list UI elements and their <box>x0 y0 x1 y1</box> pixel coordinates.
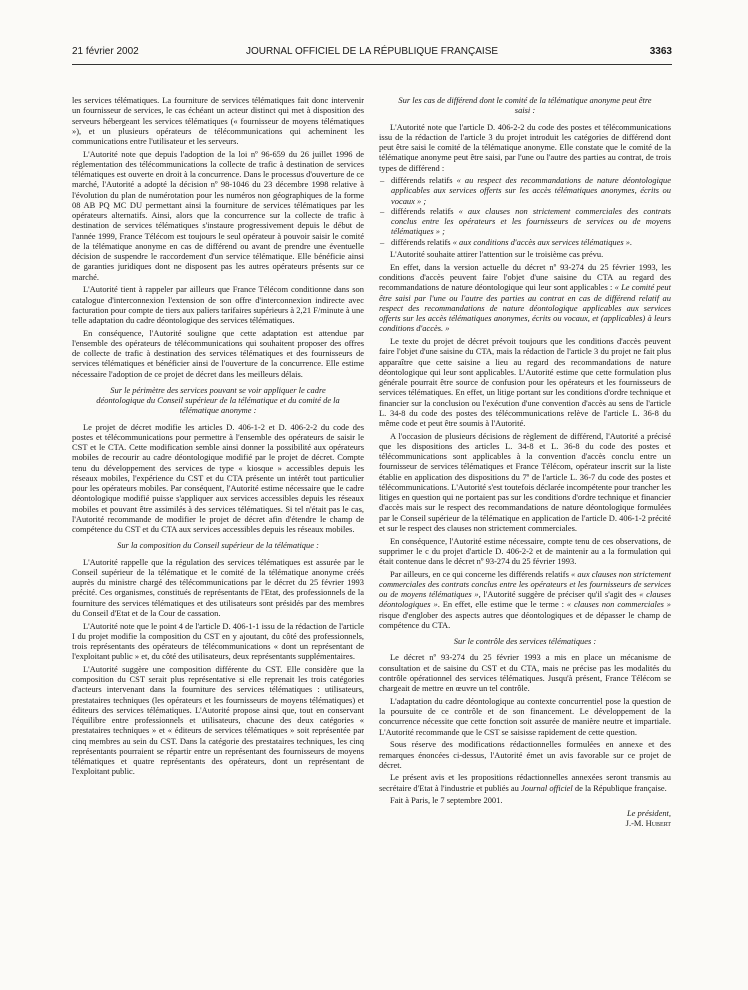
section-heading: Sur le périmètre des services pouvant se voir appliquer le cadre déontologique du Conseil supérieur de la télématique et du comité de la télématique anonyme : <box>96 384 340 416</box>
paragraph: L'Autorité tient à rappeler par ailleurs que France Télécom conditionne dans son catalogue d'interconnexion l'extension de son offre d'interconnexion indirecte avec facturation pour compte de tiers aux paliers tarifaires supérieurs à 2,21 F/minute à une telle adaptation du cadre déontologique des services télématiques. <box>72 284 364 326</box>
paragraph: L'Autorité souhaite attirer l'attention sur le troisième cas prévu. <box>390 249 604 260</box>
list-item: – différends relatifs « aux clauses non strictement commerciales des contrats conclus entre les opérateurs et les fournisseurs de services ou de moyens télématiques » ; <box>379 206 671 237</box>
paragraph: En conséquence, l'Autorité souligne que cette adaptation est attendue par l'ensemble des opérateurs de télécommunications qui souhaitent proposer des offres de collecte de trafic à destination des services télématiques et des fournisseurs de services télématiques et bénéficier ainsi de l'ouverture de la concurrence. Elle estime nécessaire l'adoption de ce projet de décret dans les meilleurs délais. <box>72 327 364 379</box>
paragraph: L'Autorité rappelle que la régulation des services télématiques est assurée par le Conseil supérieur de la télématique et le comité de la télématique anonyme créés auprès du ministre chargé des télécommunications par le décret du 25 février 1993 précité. Ces organismes, constitués de représentants de l'Etat, des professionnels de la fourniture des services télématiques et des utilisateurs sont présidés par des membres du Conseil d'Etat et de la Cour de cassation. <box>72 556 364 618</box>
header-rule <box>72 64 672 65</box>
page-header <box>72 46 672 60</box>
section-heading: Sur le contrôle des services télématiques : <box>453 636 597 647</box>
paragraph: L'Autorité note que depuis l'adoption de la loi nº 96-659 du 26 juillet 1996 de réglementation des télécommunications la collecte de trafic à destination de services télématiques est ouverte en droit à la concurrence. Dans le processus d'ouverture de ce marché, l'Autorité a adopté la décision nº 98-1046 du 23 décembre 1998 relative à l'évolution du plan de numérotation pour les numéros non géographiques de la forme 08 AB PQ MC DU permettant ainsi la fourniture de services télématiques par les opérateurs alternatifs. Ainsi, alors que la concurrence sur la collecte de trafic à destination de services télématiques s'instaure progressivement depuis le début de l'année 1999, France Télécom est toujours le seul opérateur à pouvoir saisir le comité de la télématique anonyme en cas de différend ou avant de prendre une éventuelle décision de suspendre le raccordement d'un service télématique. Elle bénéficie ainsi de garanties juridiques dont ne disposent pas les autres opérateurs présents sur ce marché. <box>72 148 364 282</box>
section-heading: Sur les cas de différend dont le comité de la télématique anonyme peut être saisi : <box>398 95 652 116</box>
list-item: – différends relatifs « au respect des recommandations de nature déontologique applicables aux services offerts sur les accès télématiques anonymes, écrits ou vocaux » ; <box>379 175 671 206</box>
paragraph: L'Autorité note que le point 4 de l'article D. 406-1-1 issu de la rédaction de l'article I du projet modifie la composition du CST en y ajoutant, du côté des professionnels, trois représentants des opérateurs de télécommunications « dont un représentant de l'exploitant public » et, du côté des utilisateurs, deux représentants supplémentaires. <box>72 620 364 662</box>
paragraph: Le texte du projet de décret prévoit toujours que les conditions d'accès peuvent faire l'objet d'une saisine du CTA, mais la rédaction de l'article 3 du projet ne fait plus apparaître que cette saisine a lieu au regard des recommandations de nature déontologique qui leur sont applicables. L'Autorité estime que cette formulation plus générale pourrait être source de confusion pour les opérateurs et les fournisseurs de services télématiques. En effet, un litige portant sur les conditions d'ordre technique et financier sur la conclusion ou l'exécution d'une convention d'accès au sens de l'article L. 34-8 du code des postes des télécommunications relève de l'article L. 36-8 du même code et peut être soumis à l'Autorité. <box>379 336 671 429</box>
signatory-role: Le président, <box>626 807 671 818</box>
paragraph: les services télématiques. La fourniture de services télématiques fait donc intervenir un fournisseur de services, le cas échéant un acteur distinct qui met à disposition des serveurs hébergeant les services télématiques (« fournisseur de moyens télématiques »), et un plusieurs opérateurs de télécommunications qui acheminent les communications entre l'utilisateur et les serveurs. <box>72 95 364 146</box>
paragraph: En conséquence, l'Autorité estime nécessaire, compte tenu de ces observations, de supprimer le c du projet d'article D. 406-2-2 et de maintenir au a la formulation qui était contenue dans le décret nº 93-274 du 25 février 1993. <box>379 535 671 567</box>
paragraph: L'Autorité note que l'article D. 406-2-2 du code des postes et télécommunications issu de la rédaction de l'article 3 du projet introduit les catégories de différend dont peut être saisi le comité de la télématique anonyme. Elle constate que le comité de la télématique anonyme peut être saisi, par l'une ou l'autre des parties au contrat, de trois types de différend : <box>379 121 671 173</box>
section-heading: Sur la composition du Conseil supérieur de la télématique : <box>117 540 319 551</box>
paragraph: Sous réserve des modifications rédactionnelles formulées en annexe et des remarques énoncées ci-dessus, l'Autorité émet un avis favorable sur ce projet de décret. <box>379 739 671 770</box>
signature-block <box>379 808 671 829</box>
dispute-type-list <box>379 175 671 247</box>
paragraph: En effet, dans la version actuelle du décret nº 93-274 du 25 février 1993, les conditions d'accès peuvent faire l'objet d'une saisine du CTA au regard des recommandations de nature déontologique qui leur sont applicables : « Le comité peut être saisi par l'une ou l'autre des parties au contrat en cas de différend relatif au respect des recommandations de nature déontologique applicables aux services offerts sur les accès télématiques anonymes, écrits ou vocaux, et (applicables) à leurs conditions d'accès. » <box>379 261 671 334</box>
paragraph: L'Autorité suggère une composition différente du CST. Elle considère que la composition du CST serait plus représentative si elle reprenait les trois catégories d'acteurs intervenant dans la fourniture des services télématiques : utilisateurs, prestataires techniques (les opérateurs et les fournisseurs de moyens télématiques) et éditeurs des services télématiques. L'Autorité propose ainsi que, tout en conservant l'équilibre entre professionnels et utilisateurs, chacune des deux catégories « prestataires techniques » et « éditeurs de services télématiques » soit représentée par cinq membres au sein du CST. Dans la catégorie des prestataires techniques, les cinq représentants pourraient se répartir entre un représentant des fournisseurs de moyens télématiques et quatre représentants des opérateurs, dont un représentant de l'exploitant public. <box>72 663 364 777</box>
list-item: – différends relatifs « aux conditions d'accès aux services télématiques ». <box>379 237 671 247</box>
paragraph: Le projet de décret modifie les articles D. 406-1-2 et D. 406-2-2 du code des postes et télécommunications pour permettre à l'ensemble des opérateurs de saisir le CST et le CTA. Cette modification semble ainsi donner la possibilité aux opérateurs mobiles de recourir au cadre déontologique modifié par le projet de décret. Compte tenu du développement des services de type « kiosque » accessibles depuis les réseaux mobiles, l'expérience du CST et du CTA présente un intérêt tout particulier pour les opérateurs mobiles. Par conséquent, l'Autorité estime nécessaire que le cadre déontologique modifié puisse s'appliquer aux services accessibles depuis les réseaux mobiles et pouvant être assimilés à des services télématiques. Si tel n'était pas le cas, l'Autorité recommande de modifier le projet de décret afin d'étendre le champ de compétence du CST et du CTA aux services accessibles depuis les réseaux mobiles. <box>72 421 364 535</box>
right-column <box>379 95 671 831</box>
paragraph: Le présent avis et les propositions rédactionnelles annexées seront transmis au secrétaire d'Etat à l'industrie et publiés au Journal officiel de la République française. <box>379 772 671 793</box>
signature-date: Fait à Paris, le 7 septembre 2001. <box>390 795 503 806</box>
paragraph: Par ailleurs, en ce qui concerne les différends relatifs « aux clauses non strictement commerciales des contrats conclus entre les opérateurs et les fournisseurs de services ou de moyens télématiques », l'Autorité suggère de préciser qu'il s'agit des « clauses déontologiques ». En effet, elle estime que le terme : « clauses non commerciales » risque d'englober des aspects autres que déontologiques et de dépasser le champ de compétence du CTA. <box>379 568 671 630</box>
paragraph: Le décret nº 93-274 du 25 février 1993 a mis en place un mécanisme de consultation et de saisine du CST et du CTA, mais ne précise pas les modalités du contrôle opérationnel des services télématiques. Jusqu'à présent, France Télécom se chargeait de mettre en œuvre un tel contrôle. <box>379 652 671 694</box>
left-column <box>72 95 364 779</box>
paragraph: L'adaptation du cadre déontologique au contexte concurrentiel pose la question de la poursuite de ce contrôle et de son financement. Le développement de la concurrence nécessite que cette fonction soit assurée de manière neutre et impartiale. L'Autorité recommande que le CST se saisisse rapidement de cette question. <box>379 695 671 737</box>
journal-title: JOURNAL OFFICIEL DE LA RÉPUBLIQUE FRANÇAISE <box>245 46 499 57</box>
page-number: 3363 <box>649 46 672 57</box>
header-date: 21 février 2002 <box>72 46 139 57</box>
paragraph: A l'occasion de plusieurs décisions de règlement de différend, l'Autorité a précisé que les dispositions des articles L. 34-8 et L. 36-8 du code des postes et télécommunications sont applicables à la convention d'accès conclu entre un fournisseur de services télématiques et France Télécom, opérateur inscrit sur la liste établie en application des dispositions du 7º de l'article L. 36-7 du code des postes et télécommunications. L'Autorité s'est toutefois déclarée incompétente pour trancher les litiges en question qui ne portaient pas sur les conditions d'ordre technique et financier d'accès mais sur le respect des recommandations de nature déontologique formulées par le Conseil supérieur de la télématique en application de l'article D. 406-1-2 précité et sur le respect des clauses non strictement commerciales. <box>379 430 671 533</box>
signatory-name: J.-M. Hubert <box>625 818 671 829</box>
